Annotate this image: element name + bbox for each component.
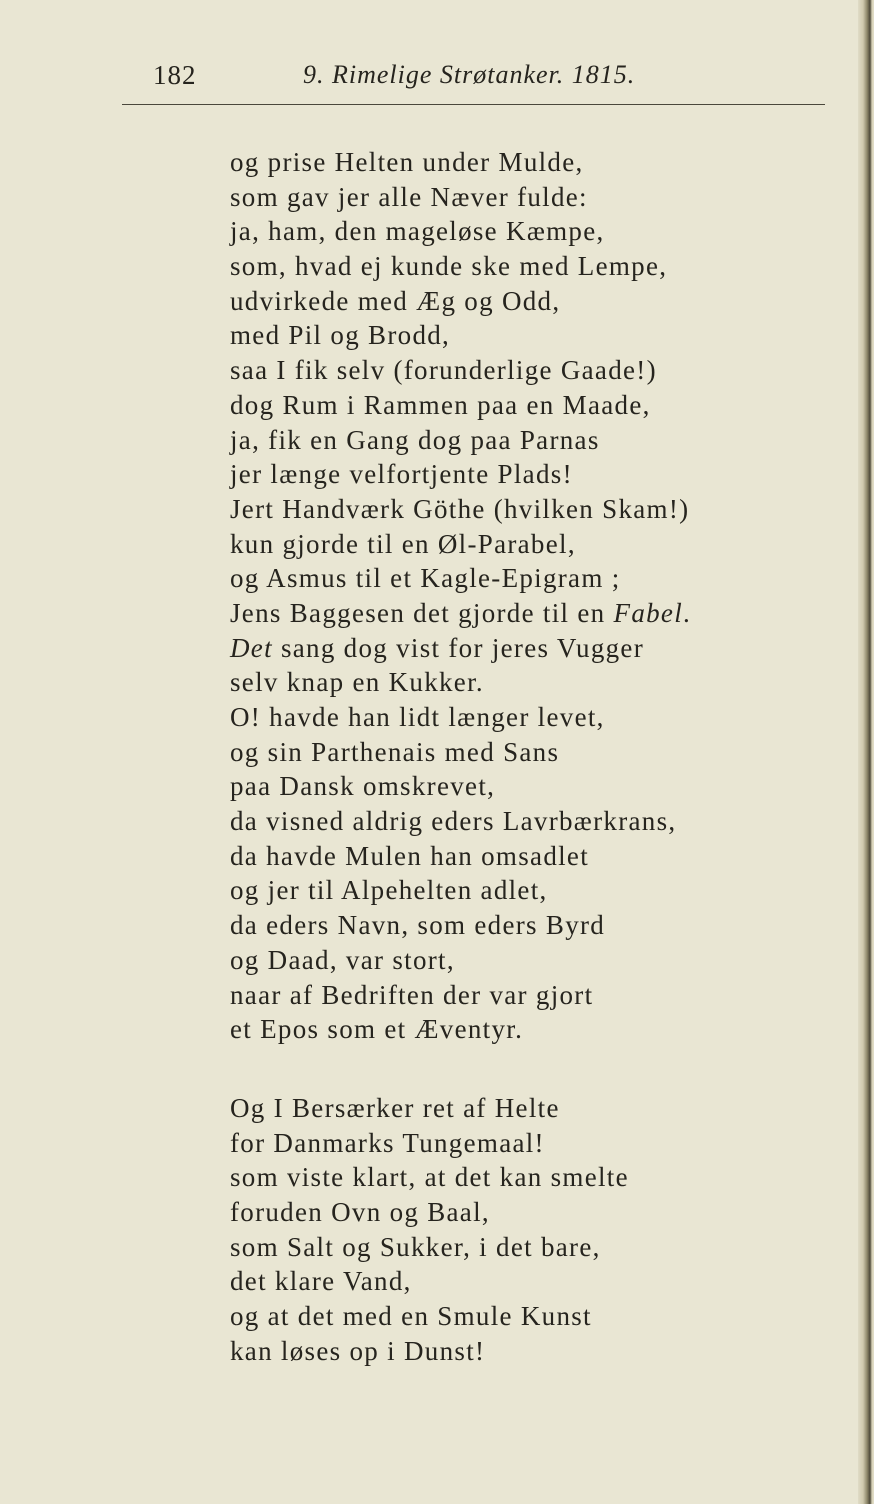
italic-word: Det (230, 632, 273, 663)
page-header (153, 60, 823, 100)
poem-line: saa I fik selv (forunderlige Gaade!) (230, 355, 657, 386)
poem-line: kan løses op i Dunst! (230, 1335, 486, 1366)
poem-line: da visned aldrig eders Lavrbærkrans, (230, 806, 677, 837)
line-segment: sang dog vist for jeres Vugger (272, 632, 645, 663)
poem-line: som, hvad ej kunde ske med Lempe, (230, 251, 668, 282)
italic-word: Fabel (613, 597, 684, 628)
stanza-1 (230, 145, 691, 1047)
poem-line: og sin Parthenais med Sans (230, 736, 560, 767)
poem-line: paa Dansk omskrevet, (230, 771, 496, 802)
poem-line: naar af Bedriften der var gjort (230, 979, 594, 1010)
line-segment: Jens Baggesen det gjorde til en (230, 597, 614, 628)
poem-line (230, 596, 691, 631)
page-edge (858, 0, 874, 1504)
poem-line: med Pil og Brodd, (230, 320, 451, 351)
poem-line: og at det med en Smule Kunst (230, 1301, 592, 1332)
poem-line: og Daad, var stort, (230, 944, 455, 975)
poem-line: da eders Navn, som eders Byrd (230, 910, 606, 941)
poem-line: det klare Vand, (230, 1266, 412, 1297)
poem-line: O! havde han lidt længer levet, (230, 702, 605, 732)
poem-line: og Asmus til et Kagle-Epigram ; (230, 563, 621, 594)
poem-line: selv knap en Kukker. (230, 667, 484, 698)
poem-line: ja, fik en Gang dog paa Parnas (230, 424, 600, 455)
poem-line: jer længe velfortjente Plads! (230, 459, 573, 490)
poem-line: og jer til Alpehelten adlet, (230, 875, 548, 906)
poem-line: som Salt og Sukker, i det bare, (230, 1231, 601, 1262)
stanza-2 (230, 1091, 629, 1369)
poem-line: da havde Mulen han omsadlet (230, 840, 590, 871)
poem-line: og prise Helten under Mulde, (230, 147, 584, 177)
running-title: 9. Rimelige Strøtanker. 1815. (303, 60, 636, 89)
poem-line: Og I Bersærker ret af Helte (230, 1093, 560, 1123)
header-rule (122, 104, 825, 105)
poem-line (230, 631, 691, 666)
poem-line: Jert Handværk Göthe (hvilken Skam!) (230, 493, 690, 524)
page-number: 182 (153, 60, 197, 90)
poem-line: et Epos som et Æventyr. (230, 1014, 524, 1045)
poem-line: kun gjorde til en Øl-Parabel, (230, 528, 576, 559)
poem-line: foruden Ovn og Baal, (230, 1197, 490, 1228)
poem-line: som viste klart, at det kan smelte (230, 1162, 629, 1193)
poem-line: dog Rum i Rammen paa en Maade, (230, 389, 651, 420)
poem-line: for Danmarks Tungemaal! (230, 1127, 545, 1158)
poem-line: ja, ham, den mageløse Kæmpe, (230, 216, 605, 247)
poem-line: som gav jer alle Næver fulde: (230, 181, 588, 212)
line-segment: . (683, 597, 692, 628)
poem-line: udvirkede med Æg og Odd, (230, 285, 561, 316)
